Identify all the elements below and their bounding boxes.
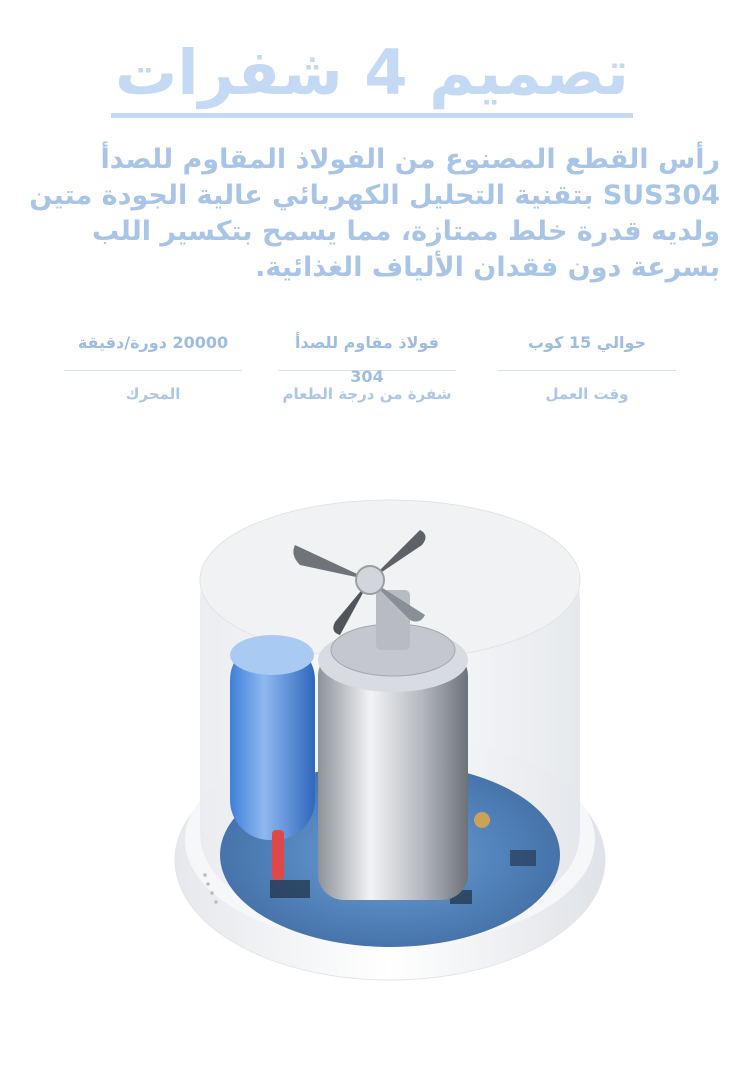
page-title <box>0 28 744 118</box>
spec-blade <box>278 326 456 407</box>
spec-label: شفرة من درجة الطعام <box>282 385 452 403</box>
product-description: رأس القطع المصنوع من الفولاذ المقاوم للصدأ SUS304 بتقنية التحليل الكهربائي عالية الجودة متين ولديه قدرة خلط ممتازة، مما يسمح بتكسير اللب بسرعة دون فقدان الألياف الغذائية. <box>29 144 720 283</box>
spec-label: المحرك <box>125 385 181 403</box>
spec-label: وقت العمل <box>545 385 629 403</box>
title-text: تصميم 4 شفرات <box>111 33 633 118</box>
spec-list <box>0 326 744 416</box>
spec-divider <box>64 370 242 371</box>
spec-value: حوالي 15 كوب <box>527 333 647 352</box>
spec-value: فولاذ مقاوم للصدأ 304 <box>295 333 439 386</box>
spec-motor <box>64 326 242 407</box>
spec-divider <box>498 370 676 371</box>
blender-base-illustration <box>150 470 620 990</box>
spec-value: 20000 دورة/دقيقة <box>77 333 229 352</box>
spec-working-time <box>498 326 676 407</box>
